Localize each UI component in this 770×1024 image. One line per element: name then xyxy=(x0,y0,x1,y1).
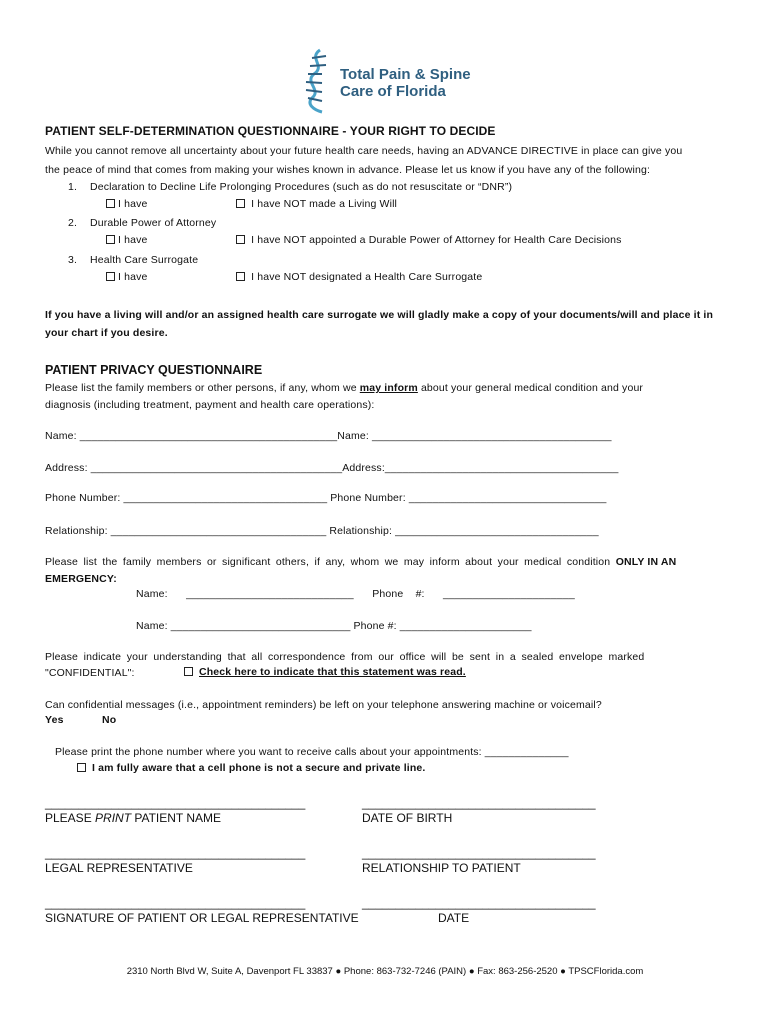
item-1-label: Declaration to Decline Life Prolonging Procedures (such as do not resuscitate or “DNR”) xyxy=(90,181,513,193)
confidential-line-1: Please indicate your understanding that all correspondence from our office will be sent in a sealed envelope marked xyxy=(45,651,645,663)
checkbox[interactable] xyxy=(106,235,115,244)
address-fields-row[interactable]: Address: __________________________________________Address:_______________________________________ xyxy=(45,462,619,474)
patient-name-line[interactable]: _______________________________________ xyxy=(45,796,306,810)
yes-option[interactable]: Yes xyxy=(45,714,64,726)
logo xyxy=(300,48,480,116)
item-1-have-option[interactable]: I have xyxy=(106,198,148,210)
date-line[interactable]: ___________________________________ xyxy=(362,896,596,910)
date-label: DATE xyxy=(438,911,470,925)
confidential-line-2: "CONFIDENTIAL": xyxy=(45,667,135,679)
checkbox[interactable] xyxy=(184,667,193,676)
brand-line-2: Care of Florida xyxy=(340,83,446,100)
living-will-note-line-2: your chart if you desire. xyxy=(45,327,168,339)
item-1-not-option[interactable]: I have NOT made a Living Will xyxy=(236,198,397,210)
item-2-not-option[interactable]: I have NOT appointed a Durable Power of Attorney for Health Care Decisions xyxy=(236,234,622,246)
checkbox[interactable] xyxy=(236,272,245,281)
checkbox[interactable] xyxy=(106,199,115,208)
item-2-have-option[interactable]: I have xyxy=(106,234,148,246)
checkbox[interactable] xyxy=(236,235,245,244)
living-will-note-line-1: If you have a living will and/or an assigned health care surrogate we will gladly make a copy of your documents/will and place it in xyxy=(45,309,714,321)
no-option[interactable]: No xyxy=(102,714,117,726)
legal-rep-label: LEGAL REPRESENTATIVE xyxy=(45,861,193,875)
name-fields-row[interactable]: Name: ___________________________________________Name: ________________________________________ xyxy=(45,430,612,442)
messages-question: Can confidential messages (i.e., appointment reminders) be left on your telephone answering machine or voicemail? xyxy=(45,699,602,711)
signature-line[interactable]: _______________________________________ xyxy=(45,896,306,910)
checkbox[interactable] xyxy=(77,763,86,772)
spine-logo-icon xyxy=(300,48,336,114)
signature-label: SIGNATURE OF PATIENT OR LEGAL REPRESENTATIVE xyxy=(45,911,359,925)
phone-fields-row[interactable]: Phone Number: __________________________________ Phone Number: _________________________________ xyxy=(45,492,607,504)
privacy-intro-line-2: diagnosis (including treatment, payment and health care operations): xyxy=(45,399,375,411)
checkbox[interactable] xyxy=(236,199,245,208)
item-3-number: 3. xyxy=(68,254,78,266)
dob-line[interactable]: ___________________________________ xyxy=(362,796,596,810)
item-2-number: 2. xyxy=(68,217,78,229)
emergency-intro-line-2: EMERGENCY: xyxy=(45,573,117,585)
checkbox[interactable] xyxy=(106,272,115,281)
patient-name-label: PLEASE PRINT PATIENT NAME xyxy=(45,811,222,825)
emergency-contact-row-2[interactable]: Name: ______________________________ Phone #: ______________________ xyxy=(136,620,532,632)
appointment-phone-prompt[interactable]: Please print the phone number where you want to receive calls about your appointments: ______________ xyxy=(55,746,569,758)
relationship-label: RELATIONSHIP TO PATIENT xyxy=(362,861,521,875)
emergency-contact-row-1[interactable]: Name: ____________________________ Phone #: ______________________ xyxy=(136,588,575,600)
item-2-label: Durable Power of Attorney xyxy=(90,217,217,229)
privacy-intro-line-1: Please list the family members or other persons, if any, whom we may inform about your general medical condition and your xyxy=(45,382,644,394)
relationship-fields-row[interactable]: Relationship: ____________________________________ Relationship: __________________________________ xyxy=(45,525,599,537)
q1-intro-line-1: While you cannot remove all uncertainty about your future health care needs, having an ADVANCE DIRECTIVE in place can give you xyxy=(45,145,683,157)
relationship-line[interactable]: ___________________________________ xyxy=(362,846,596,860)
self-determination-title: PATIENT SELF-DETERMINATION QUESTIONNAIRE - YOUR RIGHT TO DECIDE xyxy=(45,124,496,138)
read-statement-option[interactable]: Check here to indicate that this statement was read. xyxy=(184,666,466,678)
privacy-title: PATIENT PRIVACY QUESTIONNAIRE xyxy=(45,363,263,377)
cell-phone-acknowledgment[interactable]: I am fully aware that a cell phone is not a secure and private line. xyxy=(77,762,425,774)
item-3-not-option[interactable]: I have NOT designated a Health Care Surrogate xyxy=(236,271,482,283)
item-3-have-option[interactable]: I have xyxy=(106,271,148,283)
item-1-number: 1. xyxy=(68,181,78,193)
dob-label: DATE OF BIRTH xyxy=(362,811,453,825)
item-3-label: Health Care Surrogate xyxy=(90,254,199,266)
footer-contact: 2310 North Blvd W, Suite A, Davenport FL 33837 ● Phone: 863-732-7246 (PAIN) ● Fax: 863-256-2520 ● TPSCFlorida.com xyxy=(126,966,644,977)
q1-intro-line-2: the peace of mind that comes from making your wishes known in advance. Please let us know if you have any of the following: xyxy=(45,164,651,176)
brand-line-1: Total Pain & Spine xyxy=(340,66,471,83)
emergency-intro-line-1: Please list the family members or significant others, if any, whom we may inform about your medical condition ONLY IN AN xyxy=(45,556,677,568)
legal-rep-line[interactable]: _______________________________________ xyxy=(45,846,306,860)
